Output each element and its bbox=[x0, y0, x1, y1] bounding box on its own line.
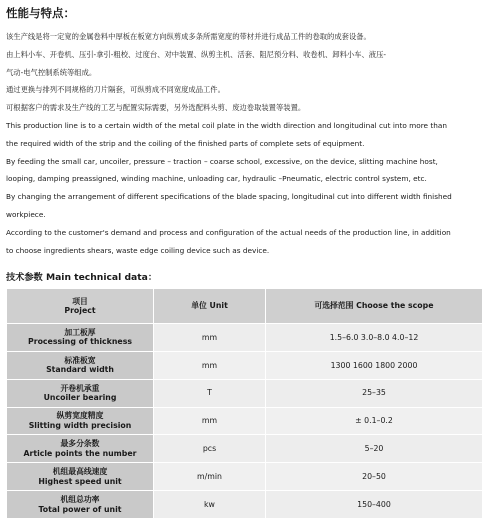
tech-data-title: 技术参数 Main technical data： bbox=[6, 272, 158, 283]
header-project bbox=[7, 289, 154, 324]
features-paragraph: According to the customer's demand and process and configuration of the actual needs of the production line, in addition bbox=[6, 227, 451, 237]
row-name-cn: 加工板厚 bbox=[64, 327, 96, 337]
header-unit: 单位 Unit bbox=[154, 289, 266, 324]
row-name-en: Processing of thickness bbox=[28, 337, 132, 347]
table-row bbox=[7, 379, 483, 407]
features-paragraph: 由上料小车、开卷机、压引-拿引-粗校、过度台、对中装置、纵剪主机、活套、阻尼预分料、收卷机、卸料小车、液压- bbox=[6, 49, 387, 59]
row-name bbox=[7, 463, 154, 491]
row-name bbox=[7, 491, 154, 519]
row-name-en: Total power of unit bbox=[38, 504, 122, 514]
features-paragraph: 可根据客户的需求及生产线的工艺与配置实际需要，另外选配料头剪、废边卷取装置等装置。 bbox=[6, 103, 306, 113]
row-value: 1.5–6.0 3.0–8.0 4.0–12 bbox=[266, 324, 483, 352]
row-value: 20–50 bbox=[266, 463, 483, 491]
row-unit: T bbox=[154, 379, 266, 407]
row-unit: m/min bbox=[154, 463, 266, 491]
row-unit: mm bbox=[154, 324, 266, 352]
row-unit: mm bbox=[154, 407, 266, 435]
row-name bbox=[7, 379, 154, 407]
header-project-en: Project bbox=[64, 306, 96, 315]
row-name-en: Uncoiler bearing bbox=[43, 393, 117, 403]
row-name-cn: 开卷机承重 bbox=[60, 383, 100, 393]
row-value: 1300 1600 1800 2000 bbox=[266, 351, 483, 379]
table-row bbox=[7, 324, 483, 352]
row-unit: pcs bbox=[154, 435, 266, 463]
features-paragraph: 气动-电气控制系统等组成。 bbox=[6, 67, 97, 77]
features-title: 性能与特点： bbox=[6, 6, 75, 20]
table-header-row bbox=[7, 289, 483, 324]
row-name bbox=[7, 407, 154, 435]
features-paragraph: workpiece. bbox=[6, 209, 46, 219]
table-row bbox=[7, 351, 483, 379]
table-row bbox=[7, 463, 483, 491]
row-name-en: Article points the number bbox=[23, 448, 137, 458]
row-unit: mm bbox=[154, 351, 266, 379]
features-paragraph: By feeding the small car, uncoiler, pressure – traction – coarse school, excessive, on the device, slitting machine host, bbox=[6, 156, 438, 166]
header-scope: 可选择范围 Choose the scope bbox=[266, 289, 483, 324]
header-project-cn: 项目 bbox=[72, 296, 88, 306]
row-name bbox=[7, 435, 154, 463]
row-value: ± 0.1–0.2 bbox=[266, 407, 483, 435]
features-paragraph: This production line is to a certain width of the metal coil plate in the width direction and longitudinal cut into more than bbox=[6, 120, 447, 130]
row-name-cn: 机组总功率 bbox=[60, 495, 100, 505]
features-paragraph: 通过更换与排列不同规格的刀片隔套，可纵剪成不同宽度成品工件。 bbox=[6, 85, 225, 95]
table-row bbox=[7, 491, 483, 519]
row-name bbox=[7, 324, 154, 352]
row-name-en: Highest speed unit bbox=[38, 476, 122, 486]
features-paragraph: to choose ingredients shears, waste edge coiling device such as device. bbox=[6, 245, 270, 255]
features-paragraph: looping, damping preassigned, winding machine, unloading car, hydraulic –Pneumatic, electric control system, etc. bbox=[6, 174, 427, 184]
features-paragraph: By changing the arrangement of different specifications of the blade spacing, longitudinal cut into different width finished bbox=[6, 192, 452, 202]
row-name-cn: 纵剪宽度精度 bbox=[56, 411, 104, 421]
row-value: 5–20 bbox=[266, 435, 483, 463]
row-name-cn: 最多分条数 bbox=[60, 439, 100, 449]
row-name-en: Standard width bbox=[46, 365, 114, 375]
row-name-cn: 机组最高线速度 bbox=[52, 467, 108, 477]
row-value: 25–35 bbox=[266, 379, 483, 407]
table-row bbox=[7, 407, 483, 435]
features-paragraph: 该生产线是将一定宽的金属卷料中厚板在板宽方向纵剪成多条所需宽度的带材并进行成品工件的卷取的成套设备。 bbox=[6, 32, 371, 41]
row-name-cn: 标准板宽 bbox=[64, 355, 96, 365]
row-name bbox=[7, 351, 154, 379]
row-name-en: Slitting width precision bbox=[28, 420, 132, 430]
row-value: 150–400 bbox=[266, 491, 483, 519]
features-paragraph: the required width of the strip and the coiling of the finished parts of complete sets of equipment. bbox=[6, 138, 365, 148]
features-section bbox=[6, 6, 490, 259]
table-row bbox=[7, 435, 483, 463]
spec-table bbox=[6, 288, 483, 519]
row-unit: kw bbox=[154, 491, 266, 519]
